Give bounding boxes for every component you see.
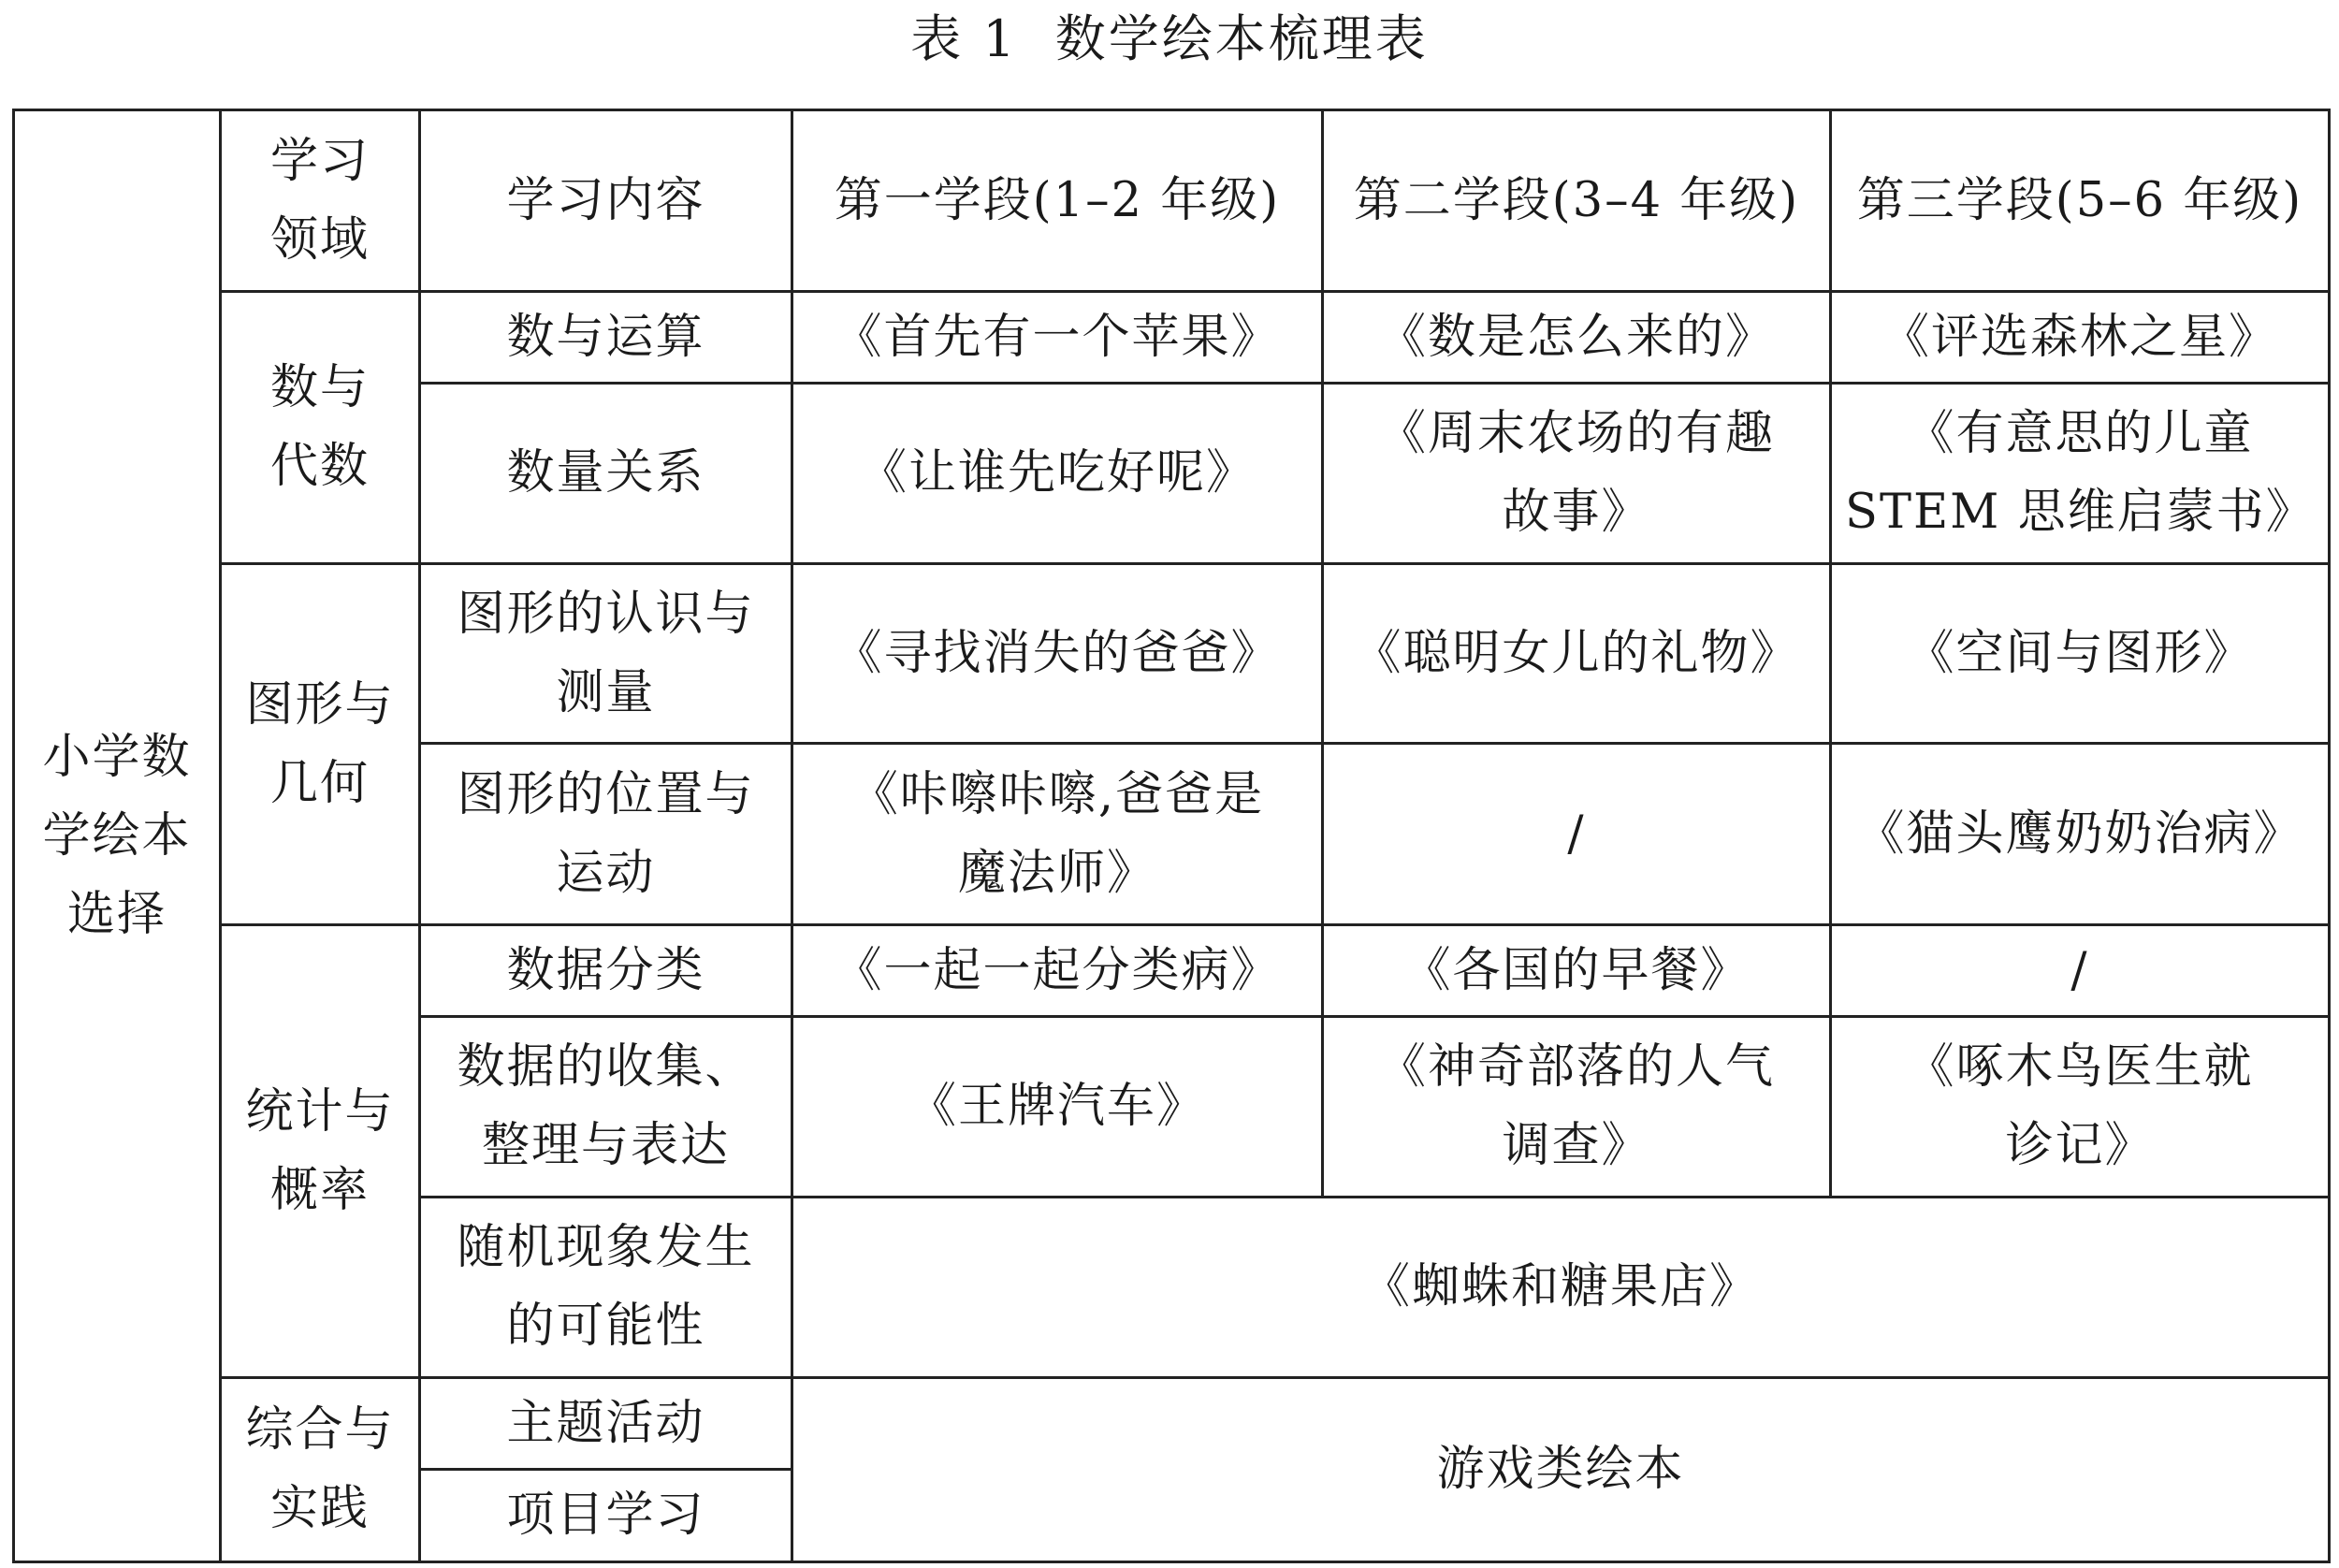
- content-cell: 数据的收集、 整理与表达: [420, 1017, 792, 1198]
- top-label-cell: 小学数 学绘本 选择: [14, 110, 221, 1562]
- stage-2-cell: 《聪明女儿的礼物》: [1323, 564, 1831, 744]
- table-row: [14, 925, 2330, 1017]
- caption-label: 表 1: [910, 9, 1018, 68]
- stage-1-cell: 《寻找消失的爸爸》: [792, 564, 1323, 744]
- header-domain: 学习 领域: [221, 110, 420, 292]
- domain-cell-number-algebra: 数与 代数: [221, 292, 420, 564]
- merged-stage-cell: 《蜘蛛和糖果店》: [792, 1198, 2330, 1378]
- table-caption: [0, 6, 2339, 73]
- stage-3-cell: 《评选森林之星》: [1831, 292, 2330, 384]
- content-cell: 图形的认识与 测量: [420, 564, 792, 744]
- content-cell: 随机现象发生 的可能性: [420, 1198, 792, 1378]
- content-cell: 主题活动: [420, 1378, 792, 1470]
- stage-1-cell: 《王牌汽车》: [792, 1017, 1323, 1198]
- content-cell: 数量关系: [420, 384, 792, 564]
- domain-cell-practice: 综合与 实践: [221, 1378, 420, 1562]
- stage-2-cell: 《数是怎么来的》: [1323, 292, 1831, 384]
- caption-title: 数学绘本梳理表: [1054, 9, 1429, 68]
- stage-1-cell: 《一起一起分类病》: [792, 925, 1323, 1017]
- stage-2-cell: 《神奇部落的人气 调查》: [1323, 1017, 1831, 1198]
- merged-stage-cell: 游戏类绘本: [792, 1378, 2330, 1562]
- header-content: 学习内容: [420, 110, 792, 292]
- stage-3-cell: /: [1831, 925, 2330, 1017]
- stage-3-cell: 《啄木鸟医生就 诊记》: [1831, 1017, 2330, 1198]
- header-stage-2: 第二学段(3–4 年级): [1323, 110, 1831, 292]
- content-cell: 图形的位置与 运动: [420, 744, 792, 925]
- table-row: [14, 564, 2330, 744]
- header-stage-1: 第一学段(1–2 年级): [792, 110, 1323, 292]
- table-row: [14, 292, 2330, 384]
- stage-2-cell: 《周末农场的有趣 故事》: [1323, 384, 1831, 564]
- content-cell: 数与运算: [420, 292, 792, 384]
- picture-book-table: [12, 109, 2331, 1563]
- table-row: [14, 1378, 2330, 1470]
- header-stage-3: 第三学段(5–6 年级): [1831, 110, 2330, 292]
- content-cell: 项目学习: [420, 1470, 792, 1562]
- stage-3-cell: 《空间与图形》: [1831, 564, 2330, 744]
- domain-cell-statistics: 统计与 概率: [221, 925, 420, 1378]
- stage-3-cell: 《有意思的儿童 STEM 思维启蒙书》: [1831, 384, 2330, 564]
- stage-2-cell: /: [1323, 744, 1831, 925]
- content-cell: 数据分类: [420, 925, 792, 1017]
- stage-1-cell: 《让谁先吃好呢》: [792, 384, 1323, 564]
- stage-2-cell: 《各国的早餐》: [1323, 925, 1831, 1017]
- stage-1-cell: 《首先有一个苹果》: [792, 292, 1323, 384]
- stage-3-cell: 《猫头鹰奶奶治病》: [1831, 744, 2330, 925]
- stage-1-cell: 《咔嚓咔嚓,爸爸是 魔法师》: [792, 744, 1323, 925]
- domain-cell-geometry: 图形与 几何: [221, 564, 420, 925]
- header-row: [14, 110, 2330, 292]
